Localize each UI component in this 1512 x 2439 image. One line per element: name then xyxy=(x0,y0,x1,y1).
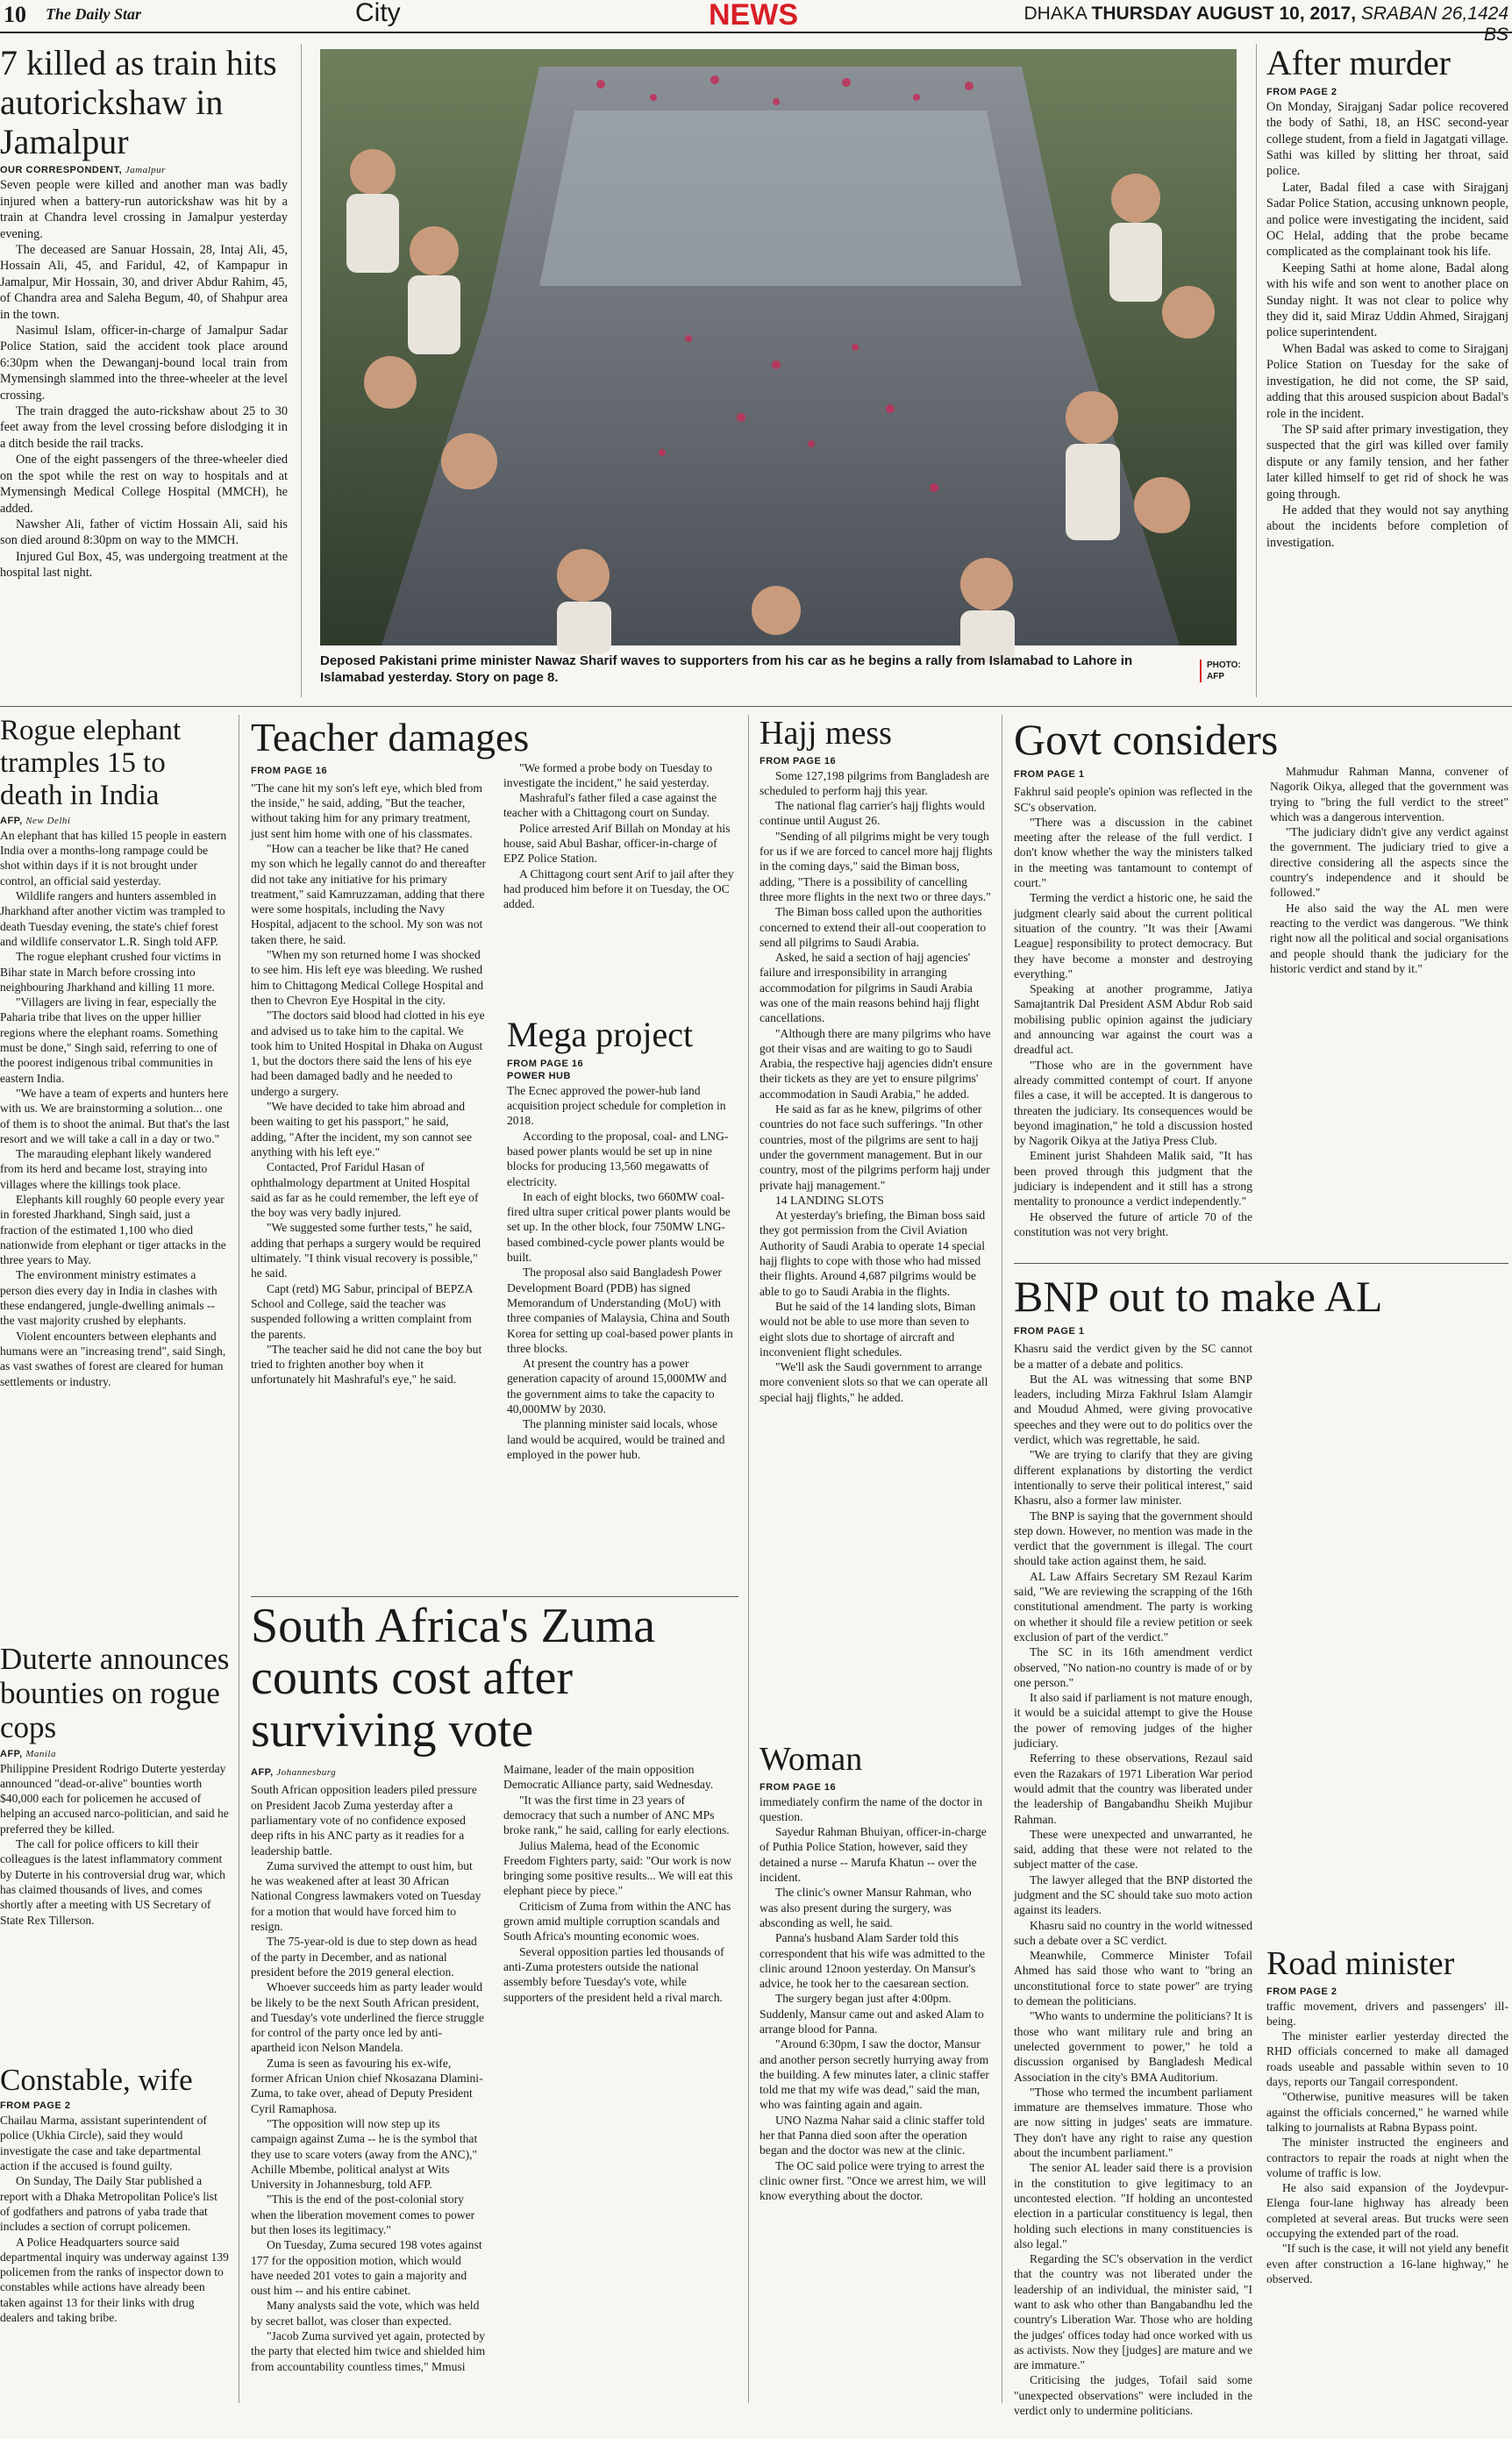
headline-woman: Woman xyxy=(760,1741,863,1778)
kicker-road: FROM PAGE 2 xyxy=(1266,1986,1337,1997)
paragraph: Violent encounters between elephants and humans were an "increasing trend", said Singh, as vast swathes of forest are cleared for human settlements or industry. xyxy=(0,1329,226,1388)
paragraph: The Biman boss called upon the authorities concerned to extend their all-out cooperation to send all pilgrims to Saudi Arabia. xyxy=(760,905,987,949)
dateline xyxy=(1009,4,1508,46)
paragraph: At yesterday's briefing, the Biman boss said they got permission from the Civil Aviation Authority of Saudi Arabia to operate 14 special hajj flights to cope with those who had missed their flights. Around 4,687 pilgrims would be able to go to Saudi Arabia in the flights. xyxy=(760,1209,986,1298)
paragraph: Contacted, Prof Faridul Hasan of ophthalmology department at United Hospital said as far as he could remember, the left eye of the boy was very badly injured. xyxy=(251,1160,479,1220)
byline-elephant-source: AFP, xyxy=(0,815,23,826)
paragraph: Police arrested Arif Billah on Monday at his house, said Abul Bashar, officer-in-charge of EPZ Police Station. xyxy=(503,821,731,866)
paragraph: "Sending of all pilgrims might be very tough for us if we are forced to cancel more hajj flights in the coming days," said the Biman boss, adding, "There is a possibility of cancelling three more flights in the next two or three days." xyxy=(760,829,993,903)
paragraph: In each of eight blocks, two 660MW coal-fired ultra super critical power plants would be set up. In the other block, four 750MW LNG-based combined-cycle power plants would be built. xyxy=(507,1189,731,1265)
byline-duterte-place: Manila xyxy=(25,1748,56,1759)
paragraph: The Ecnec approved the power-hub land acquisition project schedule for completion in 2018. xyxy=(507,1083,726,1128)
paragraph: The marauding elephant likely wandered from its herd and became lost, straying into villages where the killings took place. xyxy=(0,1147,211,1191)
paragraph: The SP said after primary investigation, they suspected that the girl was killed over family dispute or any family tension, and her father later killed himself to get rid of shock he was going through. xyxy=(1266,422,1508,502)
article-mega xyxy=(507,1016,738,1462)
body-elephant xyxy=(0,828,230,1389)
kicker-after-murder: FROM PAGE 2 xyxy=(1266,86,1337,97)
dateline-day: THURSDAY AUGUST 10, 2017, xyxy=(1091,4,1357,24)
paragraph: The senior AL leader said there is a provision in the constitution to give legitimacy to an uncontested election. "If holding an uncontested election in a particular constituency is legal, then holding such elections in many constituencies is also legal." xyxy=(1014,2161,1252,2250)
column-rule xyxy=(301,44,302,697)
paragraph: But the AL was witnessing that some BNP leaders, including Mirza Fakhrul Islam Alamgir and Moudud Ahmed, were giving provocative speeches and they were out to do politics over the verdict, which was regrettable, he said. xyxy=(1014,1372,1252,1447)
byline-zuma-source: AFP, xyxy=(251,1767,274,1779)
paragraph: "Jacob Zuma survived yet again, protected by the party that elected him twice and shielded him from accountability countless times," Mmusi Maimane, leader of the main opposition Democratic Alliance party, said Wednesday. xyxy=(251,1763,714,2373)
paragraph: Nawsher Ali, father of victim Hossain Ali, said his son died around 8:30pm on way to the MMCH. xyxy=(0,517,288,548)
article-road xyxy=(1266,1942,1508,2286)
paragraph: The train dragged the auto-rickshaw about 25 to 30 feet away from the level crossing before dislodging it in a ditch beside the rail tracks. xyxy=(0,404,288,451)
section-rule xyxy=(251,1596,738,1597)
paragraph: When Badal was asked to come to Sirajganj Police Station on Tuesday for the sake of investigation, he did not come, the SP said, adding that this aroused suspicion about Badal's role in the incident. xyxy=(1266,341,1508,421)
article-govt xyxy=(1014,715,1508,1264)
headline-zuma: South Africa's Zuma counts cost after surviving vote xyxy=(251,1599,656,1758)
paragraph: 14 LANDING SLOTS xyxy=(775,1193,884,1207)
paragraph: Eminent jurist Shahdeen Malik said, "It has been proved through this judgment that the judiciary is independent and it still has a strong mentality to pronounce a verdict independently." xyxy=(1014,1149,1252,1209)
section-label-left: City xyxy=(355,0,401,27)
article-hajj xyxy=(760,715,993,1405)
dateline-city: DHAKA xyxy=(1023,4,1087,24)
photo-caption: Deposed Pakistani prime minister Nawaz Sharif waves to supporters from his car as he begins a rally from Islamabad to Lahore in Islamabad yesterday. Story on page 8. xyxy=(320,653,1133,685)
paragraph: Referring to these observations, Rezaul said even the Razakars of 1971 Liberation War period would admit that the country was liberated under the leadership of Bangabandhu Sheikh Mujibur Rahman. xyxy=(1014,1751,1252,1826)
paragraph: Meanwhile, Commerce Minister Tofail Ahmed has said those who want to "bring an unconstitutional force to state power" are trying to demean the politicians. xyxy=(1014,1949,1252,2008)
paragraph: Wildlife rangers and hunters assembled in Jharkhand after another victim was trampled to death Tuesday evening, the state's chief forest and wildlife conservator L.R. Singh told AFP. xyxy=(0,889,225,948)
paragraph: "We suggested some further tests," he said, adding that perhaps a surgery would be required ultimately. "I think visual recovery is possible," he said. xyxy=(251,1221,481,1280)
byline-duterte-source: AFP, xyxy=(0,1748,23,1759)
paragraph: Mahmudur Rahman Manna, convener of Nagorik Oikya, alleged that the government was trying to "bring the full verdict to the street" which was a dangerous intervention. xyxy=(1270,765,1508,824)
paragraph: He also said the way the AL men were reacting to the verdict was dangerous. "We think right now all the political and social organisations and people should thank the judiciary for the historic verdict and stand by it." xyxy=(1270,901,1508,975)
paragraph: These were unexpected and unwarranted, he said, adding that these were not related to the subject matter of the case. xyxy=(1014,1827,1252,1872)
paragraph: Panna's husband Alam Sarder told this correspondent that his wife was admitted to the clinic around 12noon yesterday. On Mansur's advice, he took her to the caesarean section. xyxy=(760,1931,986,1991)
paragraph: Fakhrul said people's opinion was reflected in the SC's observation. xyxy=(1014,785,1252,814)
headline-constable: Constable, wife xyxy=(0,2063,193,2097)
photo-credit-label: PHOTO: xyxy=(1207,660,1241,670)
paragraph: "This is the end of the post-colonial story when the liberation movement comes to power but then loses its legitimacy." xyxy=(251,2193,475,2236)
paragraph: He said as far as he knew, pilgrims of other countries do not face such sufferings. "In other countries, most of the pilgrims are sent to hajj under the government management. But in our country, most of the pilgrims perform hajj under private hajj management." xyxy=(760,1102,990,1192)
paragraph: He observed the future of article 70 of the constitution was not very bright. xyxy=(1014,1209,1252,1238)
paragraph: The environment ministry estimates a person dies every day in India in clashes with these endangered, jungle-dwelling animals -- the vast majority crushed by elephants. xyxy=(0,1268,218,1328)
byline-zuma xyxy=(251,1765,486,1780)
article-elephant xyxy=(0,715,230,1389)
byline-train-source: OUR CORRESPONDENT, xyxy=(0,165,123,176)
paragraph: According to the proposal, coal- and LNG-based power plants would be set up in nine blocks for producing 13,560 megawatts of electricity. xyxy=(507,1129,729,1188)
paragraph: Criticising the judges, Tofail said some "unexpected observations" were included in the verdict only to undermine politicians. xyxy=(1014,2373,1252,2418)
paragraph: Regarding the SC's observation in the verdict that the country was not liberated under the leadership of an individual, the minister said, "I want to ask who other than Bangabandhu led the country's Liberation War. Those who are holding the judges' offices today had once worked with us as activists. Now they [judges] are mature and we are immature." xyxy=(1014,2252,1252,2372)
paragraph: "The judiciary didn't give any verdict against the government. The judiciary tried to give a directive considering all the aspects since the country's independence and it should be followed." xyxy=(1270,825,1508,900)
paragraph: But he said of the 14 landing slots, Biman would not be able to use more than seven to eight slots due to shortage of aircraft and inconvenient flight schedules. xyxy=(760,1299,976,1359)
article-constable xyxy=(0,2063,230,2325)
paper-name: The Daily Star xyxy=(46,5,142,23)
paragraph: One of the eight passengers of the three-wheeler died on the spot while the rest on way to hospitals and at Mymensingh Medical College Hospital (MMCH), he added. xyxy=(0,453,288,516)
paragraph: The clinic's owner Mansur Rahman, who was also present during the surgery, was absconding as well, he said. xyxy=(760,1886,972,1929)
headline-road: Road minister xyxy=(1266,1945,1455,1982)
paragraph: The rogue elephant crushed four victims in Bihar state in March before crossing into neighbouring Jharkhand and killing 11 more. xyxy=(0,950,222,994)
paragraph: "Villagers are living in fear, especially the Paharia tribe that lives on the upper hillier regions where the elephant roams. Something must be done," Singh said, referring to one of the poorest indigenous tribal communities in eastern India. xyxy=(0,995,218,1085)
paragraph: He also said expansion of the Joydevpur-Elenga four-lane highway has already been completed at several areas. But trucks were seen occupying the extended part of the road. xyxy=(1266,2181,1508,2240)
column-rule xyxy=(1256,44,1257,697)
paragraph: "We are trying to clarify that they are giving different explanations by distorting the verdict intentionally to serve their political interest," said Khasru, also a former law minister. xyxy=(1014,1448,1252,1508)
paragraph: "Who wants to undermine the politicians? It is those who want military rule and bring an unelected government to power," he told a discussion organised by Bangladesh Medical Association in the city's BMA Auditorium. xyxy=(1014,2009,1252,2084)
paragraph: On Sunday, The Daily Star published a report with a Dhaka Metropolitan Police's list of godfathers and patrons of yaba trade that includes a section of corrupt policemen. xyxy=(0,2174,218,2234)
article-zuma xyxy=(251,1601,738,2376)
kicker-mega: FROM PAGE 16 xyxy=(507,1058,584,1069)
paragraph: immediately confirm the name of the doctor in question. xyxy=(760,1794,983,1823)
paragraph: Khasru said the verdict given by the SC cannot be a matter of a debate and politics. xyxy=(1014,1342,1252,1371)
body-woman xyxy=(760,1794,993,2204)
paragraph: "How can a teacher be like that? He caned my son which he legally cannot do and thereafter did not take any initiative for his primary treatment," said Kamruzzaman, adding that there were some hospitals, including the Navy Hospital, adjacent to the school. My son was not taken there, he said. xyxy=(251,842,487,946)
paragraph: The deceased are Sanuar Hossain, 28, Intaj Ali, 45, Hossain Ali, 45, and Faridul, 42, of Kampapur in Jamalpur, Mir Hossain, 30, and driver Abdur Rahim, 45, of Chandra area and Saleha Begum, 40, of Shahpur area in the town. xyxy=(0,243,288,322)
paragraph: "We have decided to take him abroad and been waiting to get his passport," he said, adding, "After the incident, my son cannot see anything with his left eye." xyxy=(251,1100,473,1159)
body-hajj xyxy=(760,768,993,1405)
paragraph: South African opposition leaders piled pressure on President Jacob Zuma yesterday after a parliamentary vote of no confidence exposed deep rifts in his ANC party as it readies for a leadership battle. xyxy=(251,1783,477,1858)
paragraph: Nasimul Islam, officer-in-charge of Jamalpur Sadar Police Station, said the accident took place around 6:30pm when the Dewanganj-bound local train from Mymensingh slammed into the three-wheeler at the level crossing. xyxy=(0,324,288,403)
paragraph: The OC said police were trying to arrest the clinic owner first. "Once we arrest him, we will know everything about the doctor. xyxy=(760,2158,987,2203)
paragraph: Mashraful's father filed a case against the teacher with a Chittagong court on Sunday. xyxy=(503,791,717,820)
paragraph: "We have a team of experts and hunters here with us. We are brainstorming a solution... one of them is to shoot the animal. But that's the last resort and we will take a call in a day or two." xyxy=(0,1086,230,1145)
body-road xyxy=(1266,1999,1508,2287)
headline-hajj: Hajj mess xyxy=(760,715,892,752)
paragraph: traffic movement, drivers and passengers' ill-being. xyxy=(1266,1999,1508,2028)
paragraph: On Tuesday, Zuma secured 198 votes against 177 for the opposition motion, which would have needed 201 votes to gain a majority and oust him -- and his entire cabinet. xyxy=(251,2238,482,2298)
paragraph: The call for police officers to kill their colleagues is the latest inflammatory comment by Duterte in his controversial drug war, which has claimed thousands of lives, and comes shortly after a meeting with US Secretary of State Rex Tillerson. xyxy=(0,1837,225,1927)
paragraph: Injured Gul Box, 45, was undergoing treatment at the hospital last night. xyxy=(0,549,288,581)
byline-elephant-place: New Delhi xyxy=(25,815,71,826)
kicker-constable: FROM PAGE 2 xyxy=(0,2100,71,2112)
paragraph: "The cane hit my son's left eye, which bled from the inside," he said, adding, "But the teacher, without taking him for any primary treatment, just sent him home with one of his classmates. xyxy=(251,781,482,840)
byline-duterte xyxy=(0,1749,230,1759)
article-after-murder xyxy=(1266,44,1508,551)
paragraph: The surgery began just after 4:00pm. Suddenly, Mansur came out and asked Alam to arrange blood for Panna. xyxy=(760,1992,984,2036)
paragraph: Several opposition parties led thousands of anti-Zuma protesters outside the national assembly before Tuesday's vote, while supporters of the president held a rival march. xyxy=(503,1944,724,2004)
kicker-woman: FROM PAGE 16 xyxy=(760,1781,837,1793)
paragraph: Philippine President Rodrigo Duterte yesterday announced "dead-or-alive" bounties worth $40,000 each for policemen he accused of helping an accused narco-politician, and said he preferred they be killed. xyxy=(0,1761,229,1836)
paragraph: Seven people were killed and another man was badly injured when a battery-run autorickshaw was hit by a train at Chandra level crossing in Jamalpur yesterday evening. xyxy=(0,178,288,241)
paragraph: "The opposition will now step up its campaign against Zuma -- he is the symbol that they use to scare voters (away from the ANC)," Achille Mbembe, political analyst at Wits University in Johannesburg, told AFP. xyxy=(251,2116,478,2192)
paragraph: Elephants kill roughly 60 people every year in forested Jharkhand, Singh said, just a fraction of the estimated 1,100 who died nationwide from elephant or tiger attacks in the three years to May. xyxy=(0,1192,226,1267)
paragraph: "It was the first time in 23 years of democracy that such a number of ANC MPs broke rank," he said, calling for early elections. xyxy=(503,1793,730,1837)
paragraph: Chailau Marma, assistant superintendent of police (Ukhia Circle), said they would investigate the case and take departmental action if the accused is found guilty. xyxy=(0,2114,207,2173)
body-train xyxy=(0,177,288,581)
paragraph: On Monday, Sirajganj Sadar police recovered the body of Sathi, 18, an HSC second-year college student, from a field in Jagatgati village. Sathi was killed by slitting her throat, said police. xyxy=(1266,99,1508,179)
paragraph: Zuma is seen as favouring his ex-wife, former African Union chief Nkosazana Dlamini-Zuma, to take over, ahead of Deputy President Cyril Ramaphosa. xyxy=(251,2056,483,2115)
paragraph: A Police Headquarters source said departmental inquiry was underway against 139 policemen from the ranks of inspector down to constables while actions have already been taken against 13 for their links with drug dealers and taking bribe. xyxy=(0,2235,229,2325)
paragraph: The 75-year-old is due to step down as head of the party in December, and as national president before the 2019 general election. xyxy=(251,1935,477,1979)
paragraph: Speaking at another programme, Jatiya Samajtantrik Dal President ASM Abdur Rob said mobilising public opinion against the judiciary and announcing war against the court was a dreadful act. xyxy=(1014,982,1252,1057)
paragraph: Criticism of Zuma from within the ANC has grown amid multiple corruption scandals and South Africa's mounting economic woes. xyxy=(503,1899,731,1943)
paragraph: The minister earlier yesterday directed the RHD officials concerned to make all damaged roads useable and passable within seven to 10 days, reports our Tangail correspondent. xyxy=(1266,2029,1508,2089)
paragraph: "There was a discussion in the cabinet meeting after the release of the full verdict. I don't know whether the way the ministers talked in the meeting was tantamount to contempt of court." xyxy=(1014,815,1252,890)
paragraph: "Although there are many pilgrims who have got their visas and are waiting to go to Saudi Arabia, the respective hajj agencies didn't ensure their tickets as they are yet to ensure pilgrims' accommodation in Saudi Arabia," he added. xyxy=(760,1026,993,1101)
body-constable xyxy=(0,2113,230,2325)
headline-teacher: Teacher damages xyxy=(251,715,530,760)
kicker-hajj: FROM PAGE 16 xyxy=(760,755,837,767)
paragraph: "Otherwise, punitive measures will be taken against the officials concerned," he warned while talking to journalists at Rabna Bypass point. xyxy=(1266,2090,1508,2134)
headline-duterte: Duterte announces bounties on rogue cops xyxy=(0,1642,230,1745)
paragraph: UNO Nazma Nahar said a clinic staffer told her that Panna died soon after the operation began and the doctor was new at the clinic. xyxy=(760,2113,985,2157)
paragraph: The BNP is saying that the government should step down. However, no mention was made in the verdict that the government is illegal. The court should take action against them, he said. xyxy=(1014,1508,1252,1568)
paragraph: "The teacher said he did not cane the boy but tried to frighten another boy when it unfortunately hit Mashraful's eye," he said. xyxy=(251,1342,482,1387)
body-mega xyxy=(507,1083,738,1462)
paragraph: An elephant that has killed 15 people in eastern India over a months-long rampage could be shot within days if it is not brought under control, an official said yesterday. xyxy=(0,828,227,888)
kicker-govt: FROM PAGE 1 xyxy=(1014,769,1085,780)
paragraph: "If such is the case, it will not yield any benefit even after construction a 16-lane highway," he observed. xyxy=(1266,2242,1508,2286)
page-number: 10 xyxy=(4,2,26,27)
paragraph: The national flag carrier's hajj flights would continue until August 26. xyxy=(760,799,985,828)
paragraph: Keeping Sathi at home alone, Badal along with his wife and son went to another place on Sunday night. It was not clear to police why they did it, said Miraz Uddin Ahmed, Sirajganj police superintendent. xyxy=(1266,260,1508,340)
article-train xyxy=(0,44,288,581)
lead-photo xyxy=(320,49,1237,645)
crowd-photo-illustration xyxy=(320,49,1237,645)
paragraph: Zuma survived the attempt to oust him, but he was weakened after at least 30 African National Congress lawmakers voted on Tuesday for a motion that would have forced him to resign. xyxy=(251,1858,481,1934)
paragraph: The SC in its 16th amendment verdict observed, "No nation-no country is made of or by one person." xyxy=(1014,1645,1252,1689)
byline-zuma-place: Johannesburg xyxy=(276,1767,337,1779)
paragraph: Terming the verdict a historic one, he said the judgment clearly said about the current political situation of the country. "It was their [Awami League] responsibility to protect democracy. But they have become a monster and destroying everything." xyxy=(1014,891,1252,981)
photo-credit-source: AFP xyxy=(1207,672,1224,681)
paragraph: The lawyer alleged that the BNP distorted the judgment and the SC should take suo moto action against its leaders. xyxy=(1014,1872,1252,1917)
body-zuma xyxy=(251,1762,738,2376)
paragraph: Whoever succeeds him as party leader would be likely to be the next South African president, and Tuesday's vote underlined the fierce struggle for control of the party once led by anti-apartheid icon Nelson Mandela. xyxy=(251,1980,484,2055)
paragraph: "Those who termed the incumbent parliament immature are themselves immature. Those who are now sitting in judges' seats are immature. They don't have any right to raise any question about the incumbent parliament." xyxy=(1014,2085,1252,2160)
photo-credit xyxy=(1200,660,1241,682)
masthead xyxy=(0,0,1512,45)
body-after-murder xyxy=(1266,99,1508,551)
section-label-news: NEWS xyxy=(709,0,798,32)
headline-mega: Mega project xyxy=(507,1015,694,1054)
headline-after-murder: After murder xyxy=(1266,43,1451,82)
paragraph: He added that they would not say anything about the incidents before completion of investigation. xyxy=(1266,503,1508,550)
article-duterte xyxy=(0,1642,230,1928)
paragraph: "We formed a probe body on Tuesday to investigate the incident," he said yesterday. xyxy=(503,760,713,789)
paragraph: "We'll ask the Saudi government to arrange more convenient slots so that we can operate all special hajj flights," he added. xyxy=(760,1360,988,1404)
headline-elephant: Rogue elephant tramples 15 to death in India xyxy=(0,715,182,811)
paragraph: Julius Malema, head of the Economic Freedom Fighters party, said: "Our work is now bringing some positive results... We will eat this elephant piece by piece." xyxy=(503,1838,733,1898)
paragraph: "When my son returned home I was shocked to see him. His left eye was bleeding. We rushed him to Chittagong Medical College Hospital and then to Chevron Eye Hospital in the city. xyxy=(251,948,484,1007)
paragraph: Khasru said no country in the world witnessed such a debate over a SC verdict. xyxy=(1014,1918,1252,1947)
paragraph: It also said if parliament is not mature enough, it would be a suicidal attempt to give the House the power of removing judges of the higher judiciary. xyxy=(1014,1691,1252,1751)
section-rule xyxy=(1014,1263,1508,1264)
kicker-teacher: FROM PAGE 16 xyxy=(251,765,328,776)
headline-bnp: BNP out to make AL xyxy=(1014,1272,1383,1321)
byline-train-place: Jamalpur xyxy=(125,165,166,176)
column-rule xyxy=(748,715,749,2403)
paragraph: Many analysts said the vote, which was held by secret ballot, was closer than expected. xyxy=(251,2299,480,2328)
subkicker-mega: POWER HUB xyxy=(507,1070,571,1081)
paragraph: A Chittagong court sent Arif to jail after they had produced him before it on Tuesday, the OC added. xyxy=(503,866,734,911)
byline-elephant xyxy=(0,816,230,826)
paragraph: The planning minister said locals, whose land would be acquired, would be trained and employed in the power hub. xyxy=(507,1417,725,1461)
paragraph: Capt (retd) MG Sabur, principal of BEPZA School and College, said the teacher was suspended following a written complaint from the parents. xyxy=(251,1281,473,1341)
paragraph: "Those who are in the government have already committed contempt of court. If anyone files a case, it will be accepted. It is dangerous to threaten the judiciary. Its consequences would be beyond imagination," he told a discussion hosted by Nagorik Oikya at the Jatiya Press Club. xyxy=(1014,1058,1252,1148)
paragraph: "Around 6:30pm, I saw the doctor, Mansur and another person secretly hurrying away from the building. A few minutes later, a clinic staffer told me that my wife was dead," said the man, who was fainting again and again. xyxy=(760,2037,989,2112)
paragraph: AL Law Affairs Secretary SM Rezaul Karim said, "We are reviewing the scrapping of the 16th constitutional amendment. The party is working on whether it should file a review petition or seek exclusion of part of the verdict." xyxy=(1014,1569,1252,1644)
byline-train xyxy=(0,165,288,175)
article-woman xyxy=(760,1741,993,2204)
paragraph: At present the country has a power generation capacity of around 15,000MW and the government aims to take the capacity to 40,000MW by 2030. xyxy=(507,1357,727,1416)
headline-govt: Govt considers xyxy=(1014,715,1279,764)
paragraph: Sayedur Rahman Bhuiyan, officer-in-charge of Puthia Police Station, however, said they detained a nurse -- Marufa Khatun -- over the incident. xyxy=(760,1825,987,1885)
headline-train: 7 killed as train hits autorickshaw in Jamalpur xyxy=(0,43,277,161)
paragraph: The proposal also said Bangladesh Power Development Board (PDB) has signed Memorandum of Understanding (MoU) with three companies of Malaysia, China and South Korea for setting up coal-based power plants in three blocks. xyxy=(507,1266,733,1355)
paragraph: Asked, he said a section of hajj agencies' failure and irresponsibility in arranging accommodation for pilgrims in Saudi Arabia was one of the main reasons behind hajj flight cancellations. xyxy=(760,951,980,1025)
section-rule xyxy=(0,706,1512,707)
paragraph: Later, Badal filed a case with Sirajganj Sadar Police Station, accusing unknown people, and police were investigating the incident, said OC Helal, adding that the probe became complicated as the complainant took his life. xyxy=(1266,180,1508,260)
body-duterte xyxy=(0,1761,230,1928)
body-govt xyxy=(1014,764,1508,1264)
paragraph: Some 127,198 pilgrims from Bangladesh are scheduled to perform hajj this year. xyxy=(760,768,989,797)
paragraph: The minister instructed the engineers and contractors to repair the roads at night when the volume of traffic is low. xyxy=(1266,2136,1508,2179)
kicker-bnp: FROM PAGE 1 xyxy=(1014,1326,1085,1337)
paragraph: "The doctors said blood had clotted in his eye and advised us to take him to the capital. We took him to United Hospital in Dhaka on August 1, but the doctors there said the lens of his eye had been damaged badly and he needed to undergo a surgery. xyxy=(251,1009,485,1098)
dateline-bengali: SRABAN 26,1424 BS xyxy=(1360,4,1508,45)
